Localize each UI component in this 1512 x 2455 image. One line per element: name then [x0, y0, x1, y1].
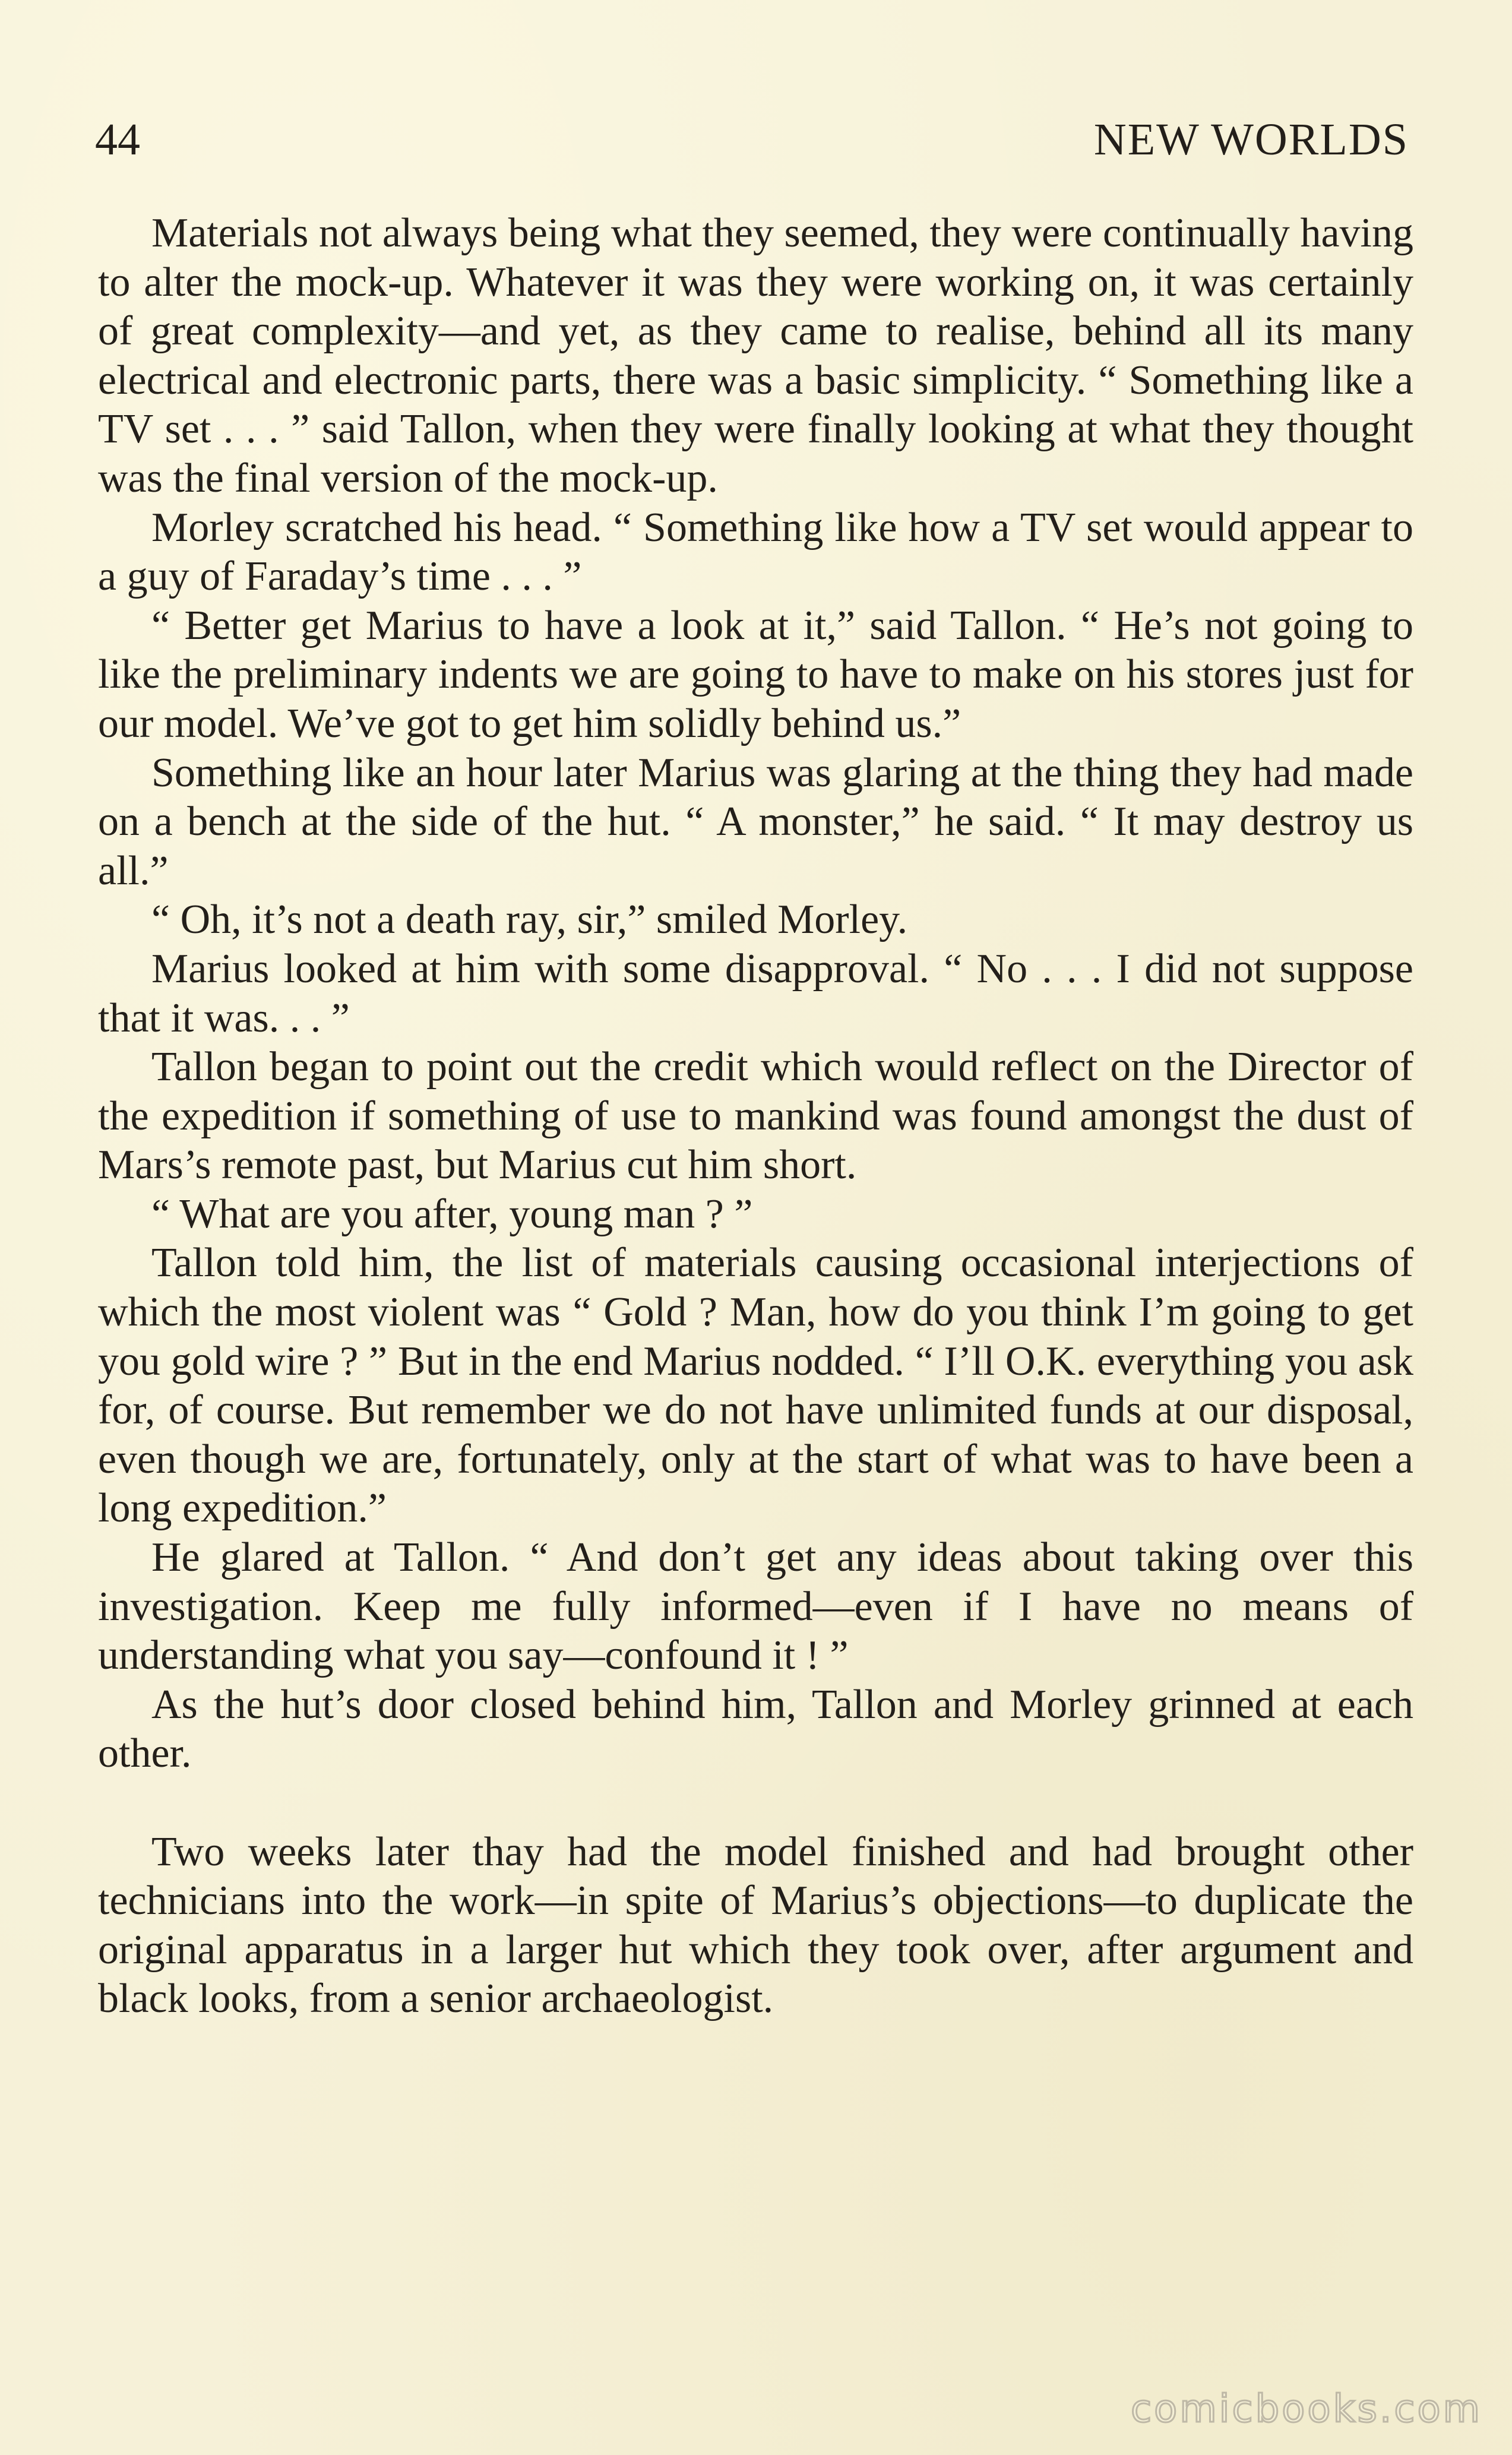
body-text	[98, 209, 1413, 2024]
paragraph: He glared at Tallon. “ And don’t get any ideas about taking over this investigation. Keep me fully informed—even if I have no means of understanding what you say—confound it ! ”	[98, 1535, 1413, 1679]
paragraph: Marius looked at him with some disapproval. “ No . . . I did not suppose that it was. . . ”	[98, 945, 1413, 1041]
paragraph: Tallon told him, the list of materials causing occasional interjections of which the most violent was “ Gold ? Man, how do you think I’m going to get you gold wire ? ” But in the end Marius nodded. “ I’ll O.K. everything you ask for, of course. But remember we do not have unlimited funds at our disposal, even though we are, fortunately, only at the start of what was to have been a long expedition.”	[98, 1240, 1413, 1532]
paragraph: As the hut’s door closed behind him, Tallon and Morley grinned at each other.	[98, 1681, 1413, 1777]
page-number: 44	[95, 115, 140, 164]
paragraph: “ Better get Marius to have a look at it,” said Tallon. “ He’s not going to like the preliminary indents we are going to have to make on his stores just for our model. We’ve got to get him solidly behind us.”	[98, 602, 1413, 746]
paragraph: Tallon began to point out the credit which would reflect on the Director of the expedition if something of use to mankind was found amongst the dust of Mars’s remote past, but Marius cut him short.	[98, 1044, 1413, 1188]
paragraph: “ Oh, it’s not a death ray, sir,” smiled Morley.	[151, 897, 908, 943]
paragraph: Something like an hour later Marius was glaring at the thing they had made on a bench at the side of the hut. “ A monster,” he said. “ It may destroy us all.”	[98, 749, 1413, 894]
paragraph: Materials not always being what they seemed, they were continually having to alter the mock-up. Whatever it was they were working on, it was certainly of great complexity—and yet, as they came to realise, behind all its many electrical and electronic parts, there was a basic simplicity. “ Something like a TV set . . . ” said Tallon, when they were finally looking at what they thought was the final version of the mock-up.	[98, 210, 1413, 501]
running-head	[95, 113, 1409, 166]
journal-title: NEW WORLDS	[1093, 115, 1409, 164]
paragraph: “ What are you after, young man ? ”	[151, 1191, 753, 1237]
watermark-text: comicbooks.com	[1130, 2387, 1482, 2431]
paragraph: Two weeks later thay had the model finished and had brought other technicians into the work—in spite of Marius’s objections—to duplicate the original apparatus in a larger hut which they took over, after argument and black looks, from a senior archaeologist.	[98, 1828, 1413, 2022]
paragraph: Morley scratched his head. “ Something like how a TV set would appear to a guy of Faraday’s time . . . ”	[98, 504, 1413, 600]
